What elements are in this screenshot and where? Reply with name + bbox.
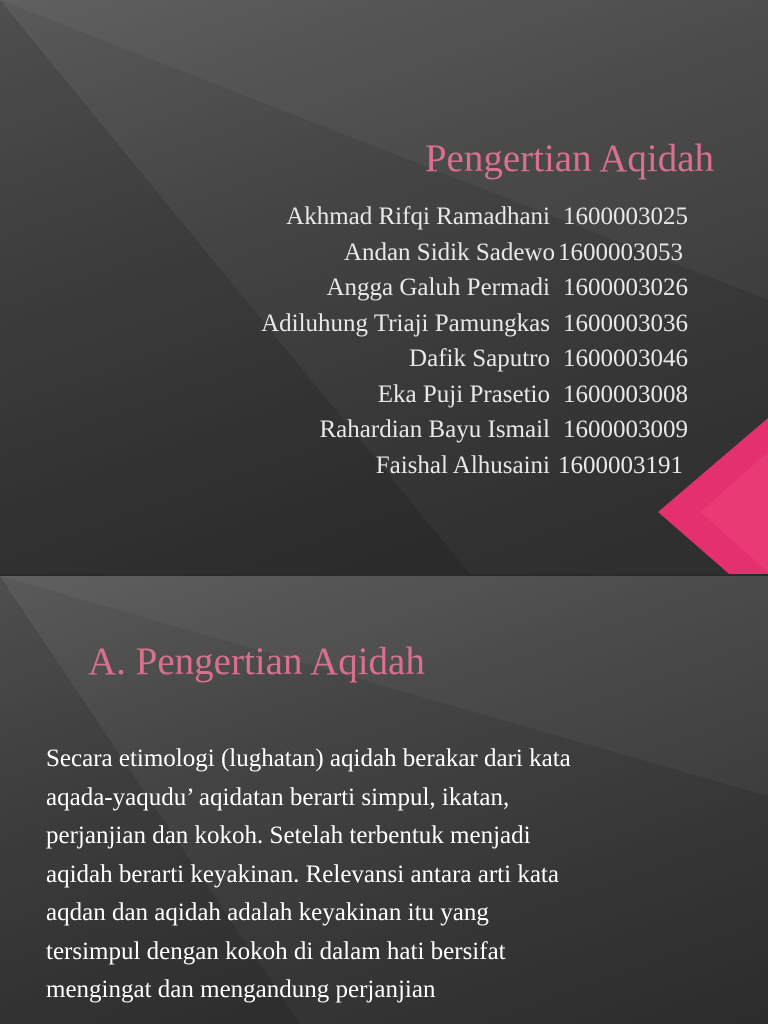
member-row <box>0 413 768 447</box>
member-name: Andan Sidik Sadewo <box>343 238 555 266</box>
slide-title: Pengertian Aqidah <box>424 137 714 180</box>
body-text <box>46 740 736 1010</box>
body-line: aqada-yaqudu’ aqidatan berarti simpul, ikatan, <box>46 783 510 811</box>
member-row <box>0 449 768 483</box>
member-row <box>0 236 768 270</box>
member-id: 1600003046 <box>563 345 688 372</box>
member-row <box>0 307 768 341</box>
content-slide <box>0 576 768 1024</box>
member-name: Faishal Alhusaini <box>375 451 550 479</box>
body-line: aqdan dan aqidah adalah keyakinan itu yang <box>46 899 489 926</box>
member-id: 1600003191 <box>558 451 683 479</box>
member-name: Akhmad Rifqi Ramadhani <box>286 203 550 230</box>
body-line: Secara etimologi (lughatan) aqidah berakar dari kata <box>46 745 571 772</box>
member-name: Dafik Saputro <box>409 345 550 372</box>
member-id: 1600003053 <box>558 238 683 266</box>
member-id: 1600003025 <box>563 203 688 230</box>
member-row <box>0 200 768 234</box>
body-line: aqidah berarti keyakinan. Relevansi antara arti kata <box>46 860 559 888</box>
member-name: Eka Puji Prasetio <box>377 380 550 408</box>
member-row <box>0 342 768 376</box>
slide-title: A. Pengertian Aqidah <box>88 640 425 683</box>
member-row <box>0 271 768 305</box>
body-line: mengingat dan mengandung perjanjian <box>46 976 436 1003</box>
member-id: 1600003009 <box>563 416 688 443</box>
member-row <box>0 378 768 412</box>
body-line: tersimpul dengan kokoh di dalam hati bersifat <box>46 937 506 965</box>
member-name: Rahardian Bayu Ismail <box>319 416 550 443</box>
member-id: 1600003036 <box>563 309 688 337</box>
member-id: 1600003026 <box>563 274 688 301</box>
body-line: perjanjian dan kokoh. Setelah terbentuk menjadi <box>46 822 531 849</box>
member-name: Adiluhung Triaji Pamungkas <box>261 309 550 337</box>
member-name: Angga Galuh Permadi <box>326 274 550 301</box>
member-id: 1600003008 <box>563 380 688 408</box>
